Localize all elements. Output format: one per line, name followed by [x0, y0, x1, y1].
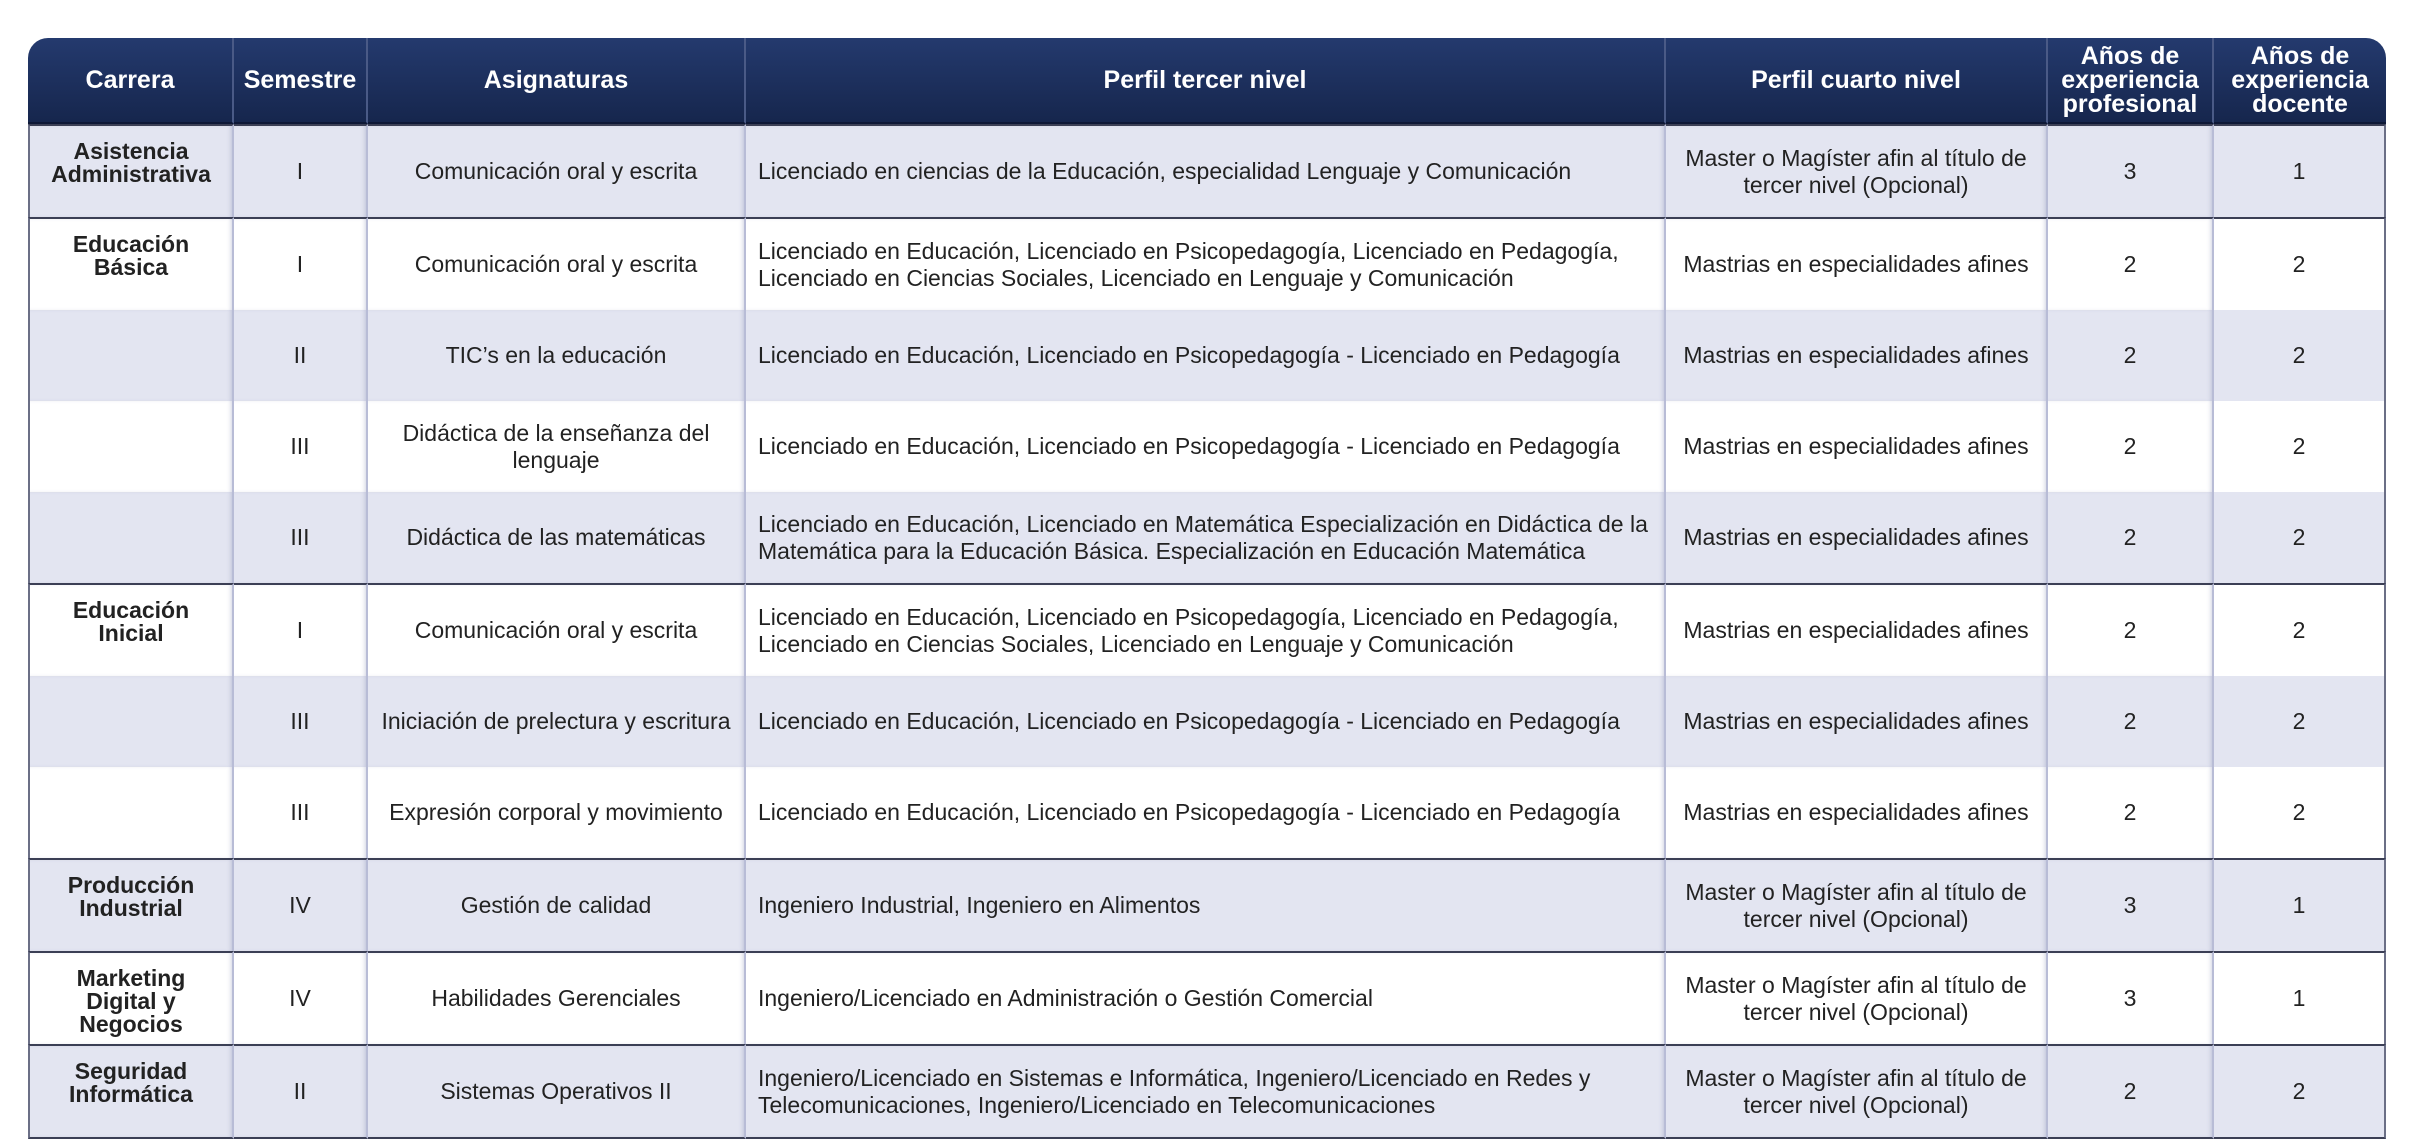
cell-carrera: Marketing Digital y Negocios	[28, 951, 234, 1044]
cell-perfil-tercer-nivel: Licenciado en Educación, Licenciado en Psicopedagogía, Licenciado en Pedagogía, Licenciado en Ciencias Sociales, Licenciado en Lenguaje y Comunicación	[746, 583, 1666, 676]
cell-experiencia-docente: 1	[2214, 124, 2386, 217]
cell-experiencia-profesional: 3	[2048, 124, 2214, 217]
cell-perfil-tercer-nivel: Licenciado en Educación, Licenciado en Psicopedagogía, Licenciado en Pedagogía, Licenciado en Ciencias Sociales, Licenciado en Lenguaje y Comunicación	[746, 217, 1666, 310]
cell-perfil-tercer-nivel: Licenciado en Educación, Licenciado en Psicopedagogía - Licenciado en Pedagogía	[746, 676, 1666, 767]
cell-carrera: Producción Industrial	[28, 858, 234, 951]
table-header-row	[28, 38, 2386, 124]
cell-carrera	[28, 310, 234, 401]
cell-experiencia-docente: 2	[2214, 767, 2386, 858]
profiles-table	[28, 38, 2386, 1139]
header-perfil-cuarto-nivel: Perfil cuarto nivel	[1666, 38, 2048, 124]
cell-perfil-cuarto-nivel: Mastrias en especialidades afines	[1666, 583, 2048, 676]
cell-asignatura: TIC’s en la educación	[368, 310, 746, 401]
cell-asignatura: Expresión corporal y movimiento	[368, 767, 746, 858]
cell-asignatura: Habilidades Gerenciales	[368, 951, 746, 1044]
cell-experiencia-profesional: 2	[2048, 767, 2214, 858]
cell-semestre: II	[234, 310, 368, 401]
cell-semestre: II	[234, 1044, 368, 1139]
cell-asignatura: Iniciación de prelectura y escritura	[368, 676, 746, 767]
cell-perfil-cuarto-nivel: Mastrias en especialidades afines	[1666, 492, 2048, 583]
cell-carrera: Educación Inicial	[28, 583, 234, 676]
cell-asignatura: Didáctica de las matemáticas	[368, 492, 746, 583]
cell-experiencia-docente: 2	[2214, 676, 2386, 767]
cell-experiencia-profesional: 2	[2048, 583, 2214, 676]
cell-perfil-cuarto-nivel: Master o Magíster afin al título de tercer nivel (Opcional)	[1666, 858, 2048, 951]
cell-experiencia-profesional: 2	[2048, 676, 2214, 767]
cell-experiencia-docente: 2	[2214, 310, 2386, 401]
cell-perfil-tercer-nivel: Ingeniero/Licenciado en Administración o Gestión Comercial	[746, 951, 1666, 1044]
cell-experiencia-docente: 2	[2214, 1044, 2386, 1139]
cell-semestre: III	[234, 401, 368, 492]
cell-asignatura: Gestión de calidad	[368, 858, 746, 951]
cell-experiencia-profesional: 2	[2048, 217, 2214, 310]
cell-perfil-cuarto-nivel: Mastrias en especialidades afines	[1666, 676, 2048, 767]
table-row	[28, 858, 2386, 951]
table-row	[28, 767, 2386, 858]
table-row	[28, 124, 2386, 217]
header-carrera: Carrera	[28, 38, 234, 124]
cell-carrera: Seguridad Informática	[28, 1044, 234, 1139]
cell-asignatura: Comunicación oral y escrita	[368, 583, 746, 676]
table-row	[28, 583, 2386, 676]
table-row	[28, 310, 2386, 401]
cell-experiencia-profesional: 2	[2048, 492, 2214, 583]
cell-carrera	[28, 492, 234, 583]
cell-perfil-cuarto-nivel: Mastrias en especialidades afines	[1666, 401, 2048, 492]
cell-semestre: IV	[234, 858, 368, 951]
cell-perfil-tercer-nivel: Ingeniero/Licenciado en Sistemas e Informática, Ingeniero/Licenciado en Redes y Telecomunicaciones, Ingeniero/Licenciado en Telecomunicaciones	[746, 1044, 1666, 1139]
cell-semestre: III	[234, 767, 368, 858]
cell-carrera	[28, 767, 234, 858]
cell-perfil-cuarto-nivel: Master o Magíster afin al título de tercer nivel (Opcional)	[1666, 951, 2048, 1044]
cell-carrera: Asistencia Administrativa	[28, 124, 234, 217]
cell-experiencia-docente: 2	[2214, 583, 2386, 676]
cell-experiencia-profesional: 2	[2048, 1044, 2214, 1139]
profiles-table-container	[28, 38, 2386, 1139]
cell-experiencia-docente: 2	[2214, 401, 2386, 492]
header-perfil-tercer-nivel: Perfil tercer nivel	[746, 38, 1666, 124]
cell-perfil-cuarto-nivel: Mastrias en especialidades afines	[1666, 217, 2048, 310]
cell-perfil-cuarto-nivel: Mastrias en especialidades afines	[1666, 767, 2048, 858]
table-row	[28, 951, 2386, 1044]
cell-semestre: IV	[234, 951, 368, 1044]
cell-experiencia-docente: 2	[2214, 492, 2386, 583]
cell-experiencia-docente: 2	[2214, 217, 2386, 310]
cell-experiencia-profesional: 3	[2048, 858, 2214, 951]
header-semestre: Semestre	[234, 38, 368, 124]
cell-perfil-tercer-nivel: Ingeniero Industrial, Ingeniero en Alimentos	[746, 858, 1666, 951]
cell-asignatura: Comunicación oral y escrita	[368, 217, 746, 310]
header-asignaturas: Asignaturas	[368, 38, 746, 124]
cell-semestre: I	[234, 583, 368, 676]
cell-experiencia-profesional: 2	[2048, 310, 2214, 401]
table-row	[28, 492, 2386, 583]
cell-semestre: III	[234, 676, 368, 767]
cell-perfil-tercer-nivel: Licenciado en Educación, Licenciado en Matemática Especialización en Didáctica de la Matemática para la Educación Básica. Especialización en Educación Matemática	[746, 492, 1666, 583]
cell-semestre: III	[234, 492, 368, 583]
cell-perfil-cuarto-nivel: Master o Magíster afin al título de tercer nivel (Opcional)	[1666, 1044, 2048, 1139]
cell-asignatura: Didáctica de la enseñanza del lenguaje	[368, 401, 746, 492]
cell-semestre: I	[234, 124, 368, 217]
cell-experiencia-docente: 1	[2214, 951, 2386, 1044]
cell-carrera	[28, 676, 234, 767]
table-row	[28, 676, 2386, 767]
cell-experiencia-profesional: 2	[2048, 401, 2214, 492]
cell-experiencia-docente: 1	[2214, 858, 2386, 951]
table-row	[28, 217, 2386, 310]
cell-perfil-tercer-nivel: Licenciado en Educación, Licenciado en Psicopedagogía - Licenciado en Pedagogía	[746, 401, 1666, 492]
cell-perfil-tercer-nivel: Licenciado en Educación, Licenciado en Psicopedagogía - Licenciado en Pedagogía	[746, 310, 1666, 401]
cell-perfil-cuarto-nivel: Mastrias en especialidades afines	[1666, 310, 2048, 401]
cell-asignatura: Sistemas Operativos II	[368, 1044, 746, 1139]
cell-perfil-tercer-nivel: Licenciado en ciencias de la Educación, especialidad Lenguaje y Comunicación	[746, 124, 1666, 217]
header-experiencia-docente: Años de experiencia docente	[2214, 38, 2386, 124]
table-row	[28, 1044, 2386, 1139]
header-experiencia-profesional: Años de experiencia profesional	[2048, 38, 2214, 124]
cell-perfil-cuarto-nivel: Master o Magíster afin al título de tercer nivel (Opcional)	[1666, 124, 2048, 217]
cell-carrera: Educación Básica	[28, 217, 234, 310]
cell-semestre: I	[234, 217, 368, 310]
cell-carrera	[28, 401, 234, 492]
cell-asignatura: Comunicación oral y escrita	[368, 124, 746, 217]
table-row	[28, 401, 2386, 492]
cell-perfil-tercer-nivel: Licenciado en Educación, Licenciado en Psicopedagogía - Licenciado en Pedagogía	[746, 767, 1666, 858]
cell-experiencia-profesional: 3	[2048, 951, 2214, 1044]
